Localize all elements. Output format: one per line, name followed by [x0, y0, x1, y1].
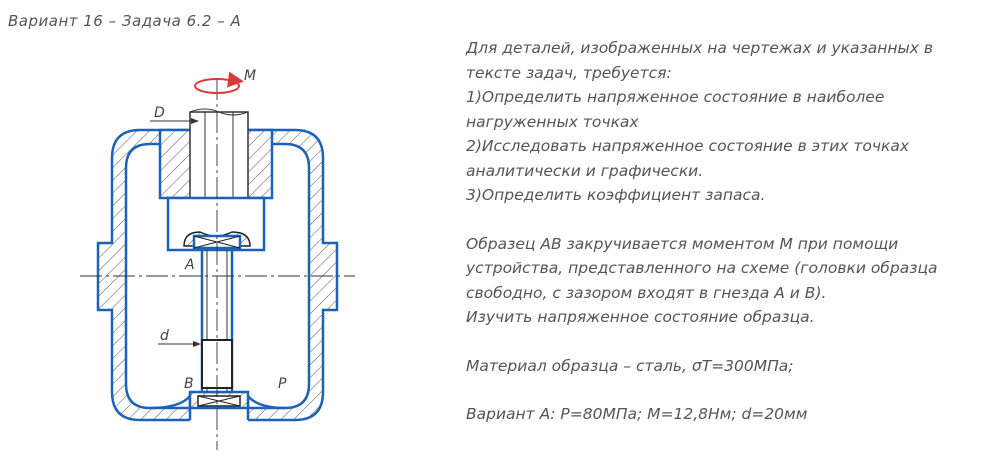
- dimension-d-label: d: [160, 328, 169, 344]
- top-bushing: [160, 109, 272, 198]
- description-line: Изучить напряженное состояние образца.: [466, 308, 815, 326]
- intro-line: Для деталей, изображенных на чертежах и указанных в: [466, 39, 933, 57]
- requirement-line: 2)Исследовать напряженное состояние в этих точках: [466, 137, 910, 155]
- point-b-label: B: [184, 376, 194, 392]
- requirement-line: нагруженных точках: [466, 112, 639, 131]
- description-line: свободно, с зазором входят в гнезда A и B).: [466, 283, 827, 302]
- material-line: Материал образца – сталь, σТ=300МПа;: [466, 356, 794, 375]
- pressure-p-label: P: [278, 376, 287, 392]
- description-line: Образец AB закручивается моментом M при помощи: [466, 234, 899, 253]
- dimension-D-label: D: [154, 105, 165, 121]
- drive-head: [168, 198, 264, 250]
- dimension-d: [158, 328, 200, 344]
- requirement-line: 1)Определить напряженное состояние в наиболее: [466, 88, 885, 106]
- point-a-label: A: [185, 257, 195, 273]
- page-title: Вариант 16 – Задача 6.2 – А: [8, 12, 242, 30]
- requirement-line: аналитически и графически.: [466, 161, 704, 180]
- variant-line: Вариант А: P=80МПа; M=12,8Нм; d=20мм: [466, 405, 808, 423]
- requirement-line: 3)Определить коэффициент запаса.: [466, 186, 766, 204]
- description-line: устройства, представленного на схеме (головки образца: [466, 259, 938, 277]
- moment-label: M: [244, 68, 257, 84]
- task-text: [466, 36, 991, 427]
- moment-arrow: [195, 68, 256, 93]
- intro-line: тексте задач, требуется:: [466, 63, 672, 82]
- mechanical-drawing: [0, 0, 460, 457]
